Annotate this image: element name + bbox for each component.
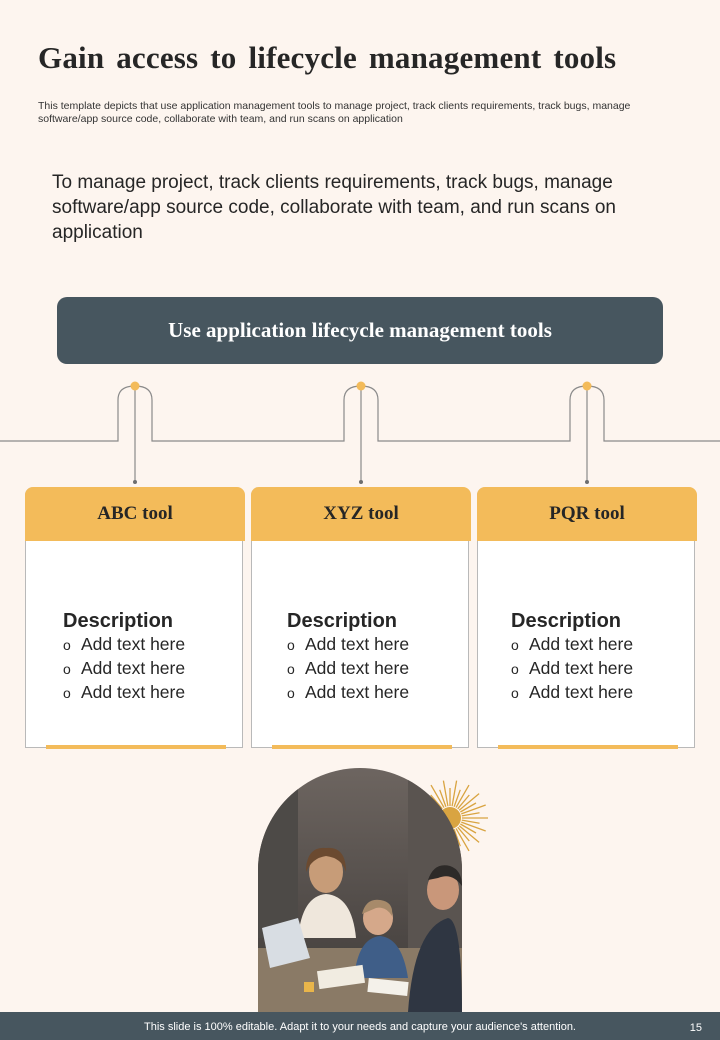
bullet-icon: o xyxy=(287,685,295,701)
tool-card-pqr xyxy=(477,487,695,748)
bullet-icon: o xyxy=(63,685,71,701)
tool-card-body xyxy=(287,609,457,705)
description-item: o Add text here xyxy=(63,657,233,681)
card-accent-bar xyxy=(498,745,678,749)
tools-banner xyxy=(57,297,663,364)
connector-lines xyxy=(0,370,720,490)
card-accent-bar xyxy=(46,745,226,749)
banner-label: Use application lifecycle management tools xyxy=(168,318,552,342)
tool-card-title: XYZ tool xyxy=(251,487,471,541)
description-item: o Add text here xyxy=(511,681,681,705)
connector-dot-1 xyxy=(131,382,140,391)
footer-bar xyxy=(0,1012,720,1040)
intro-text: To manage project, track clients requirements, track bugs, manage software/app source code, collaborate with team, and run scans on application xyxy=(52,172,616,243)
footer-text: This slide is 100% editable. Adapt it to your needs and capture your audience's attention. xyxy=(144,1021,576,1033)
bullet-icon: o xyxy=(63,661,71,677)
description-item: o Add text here xyxy=(511,657,681,681)
tool-card-title: ABC tool xyxy=(25,487,245,541)
description-item: o Add text here xyxy=(511,633,681,657)
bullet-icon: o xyxy=(287,637,295,653)
page-title: Gain access to lifecycle management tools xyxy=(38,40,617,75)
bullet-icon: o xyxy=(511,637,519,653)
bullet-icon: o xyxy=(63,637,71,653)
page-number: 15 xyxy=(689,1022,702,1034)
description-title: Description xyxy=(511,610,622,632)
bullet-icon: o xyxy=(511,661,519,677)
card-accent-bar xyxy=(272,745,452,749)
page-subtitle: This template depicts that use application management tools to manage project, track clients requirements, track bugs, manage software/app source code, collaborate with team, and run scans on application xyxy=(38,100,631,125)
tool-card-body xyxy=(511,609,681,705)
bullet-icon: o xyxy=(287,661,295,677)
bullet-icon: o xyxy=(511,685,519,701)
description-item: o Add text here xyxy=(287,633,457,657)
team-photo-image xyxy=(258,768,462,1012)
description-item: o Add text here xyxy=(287,681,457,705)
tool-card-xyz xyxy=(251,487,469,748)
description-item: o Add text here xyxy=(63,633,233,657)
tool-card-title: PQR tool xyxy=(477,487,697,541)
description-item: o Add text here xyxy=(63,681,233,705)
description-item: o Add text here xyxy=(287,657,457,681)
tool-card-abc xyxy=(25,487,243,748)
connector-dot-2 xyxy=(357,382,366,391)
description-title: Description xyxy=(287,610,398,632)
connector-dot-3 xyxy=(583,382,592,391)
connector-line xyxy=(0,386,720,441)
team-photo xyxy=(258,768,462,1012)
tool-card-body xyxy=(63,609,233,705)
description-title: Description xyxy=(63,610,174,632)
